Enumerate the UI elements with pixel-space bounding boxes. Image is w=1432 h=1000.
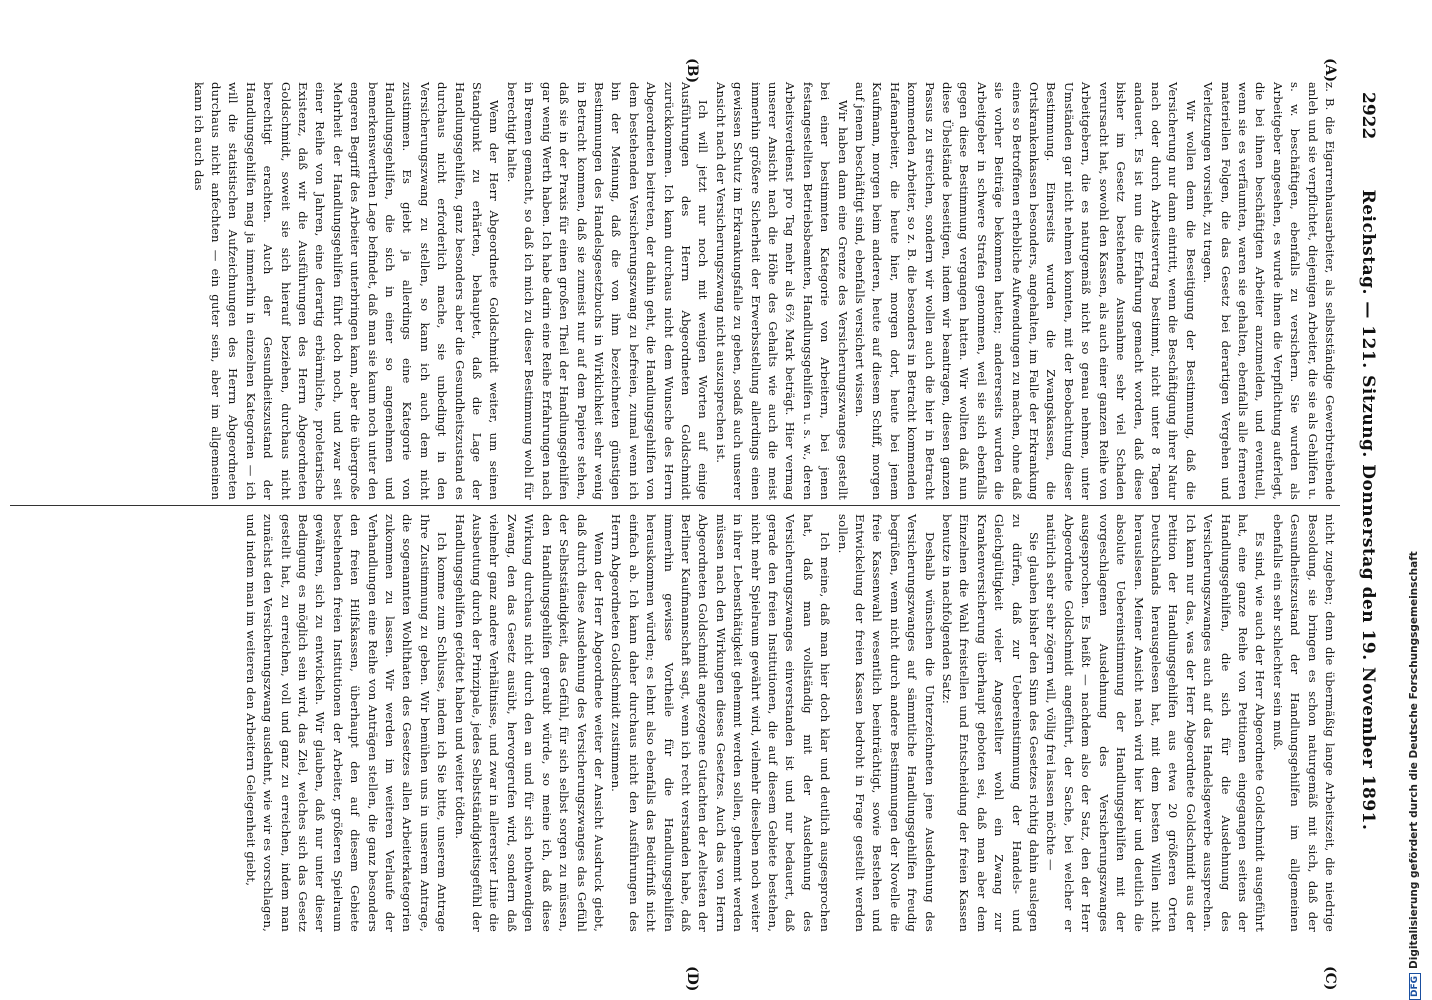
margin-mark-a: (A) <box>1322 58 1338 83</box>
block-quote: Sie glauben bisher den Sinn des Gesetzes richtig dahin auslegen zu dürfen, daß zur Uebereinstimmung der Handels- und Gleichgültigkeit vieler Angestellter wohl ein Zwang zur Krankenversicherung überhaupt geboten sei, daß man aber dem Einzelnen die Wahl freistellen und Entscheidung der freien Kassen benutze in nachfolgenden Satz: <box>940 514 1042 932</box>
paragraph: Ich meine, daß man hier doch klar und deutlich ausgesprochen hat, daß man vollständig mit der Ausdehnung des Versicherungszwanges einverstanden ist und nur bedauert, daß gerade den freien Institutionen, die auf diesem Gebiete bestehen, nicht mehr Spielraum gewährt wird, vielmehr dieselben noch weiter in ihrer Lebensthätigkeit gehemmt werden sollen, gehemmt werden müssen nach den Wirkungen dieses Gesetzes. Auch das von Herrn Abgeordneten Goldschmidt angezogene Gutachten der Aeltesten der Berliner Kaufmannschaft sagt, wenn ich recht verstanden habe, daß immerhin gewisse Vortheile für die Handlungsgehilfen herauskommen würden; es lehnt also ebenfalls das Bedürfniß nicht einfach ab. Ich kann daher durchaus nicht den Ausführungen des Herrn Abgeordneten Goldschmidt zustimmen. <box>609 514 833 932</box>
block-quote: Deshalb wünschen die Unterzeichneten jene Ausdehnung des Versicherungszwanges auf sämmtliche Handlungsgehilfen freudig begrüßen, wenn nicht durch andere Bestimmungen der Novelle die freie Kassenwahl wesentlich beeinträchtigt, sowie Bestehen und Entwickelung der freien Kassen bedroht in Frage gestellt werden sollen. <box>835 514 937 932</box>
paragraph: nicht zugeben; denn die übermäßig lange Arbeitszeit, die niedrige Besoldung, sie bringen es schon naturgemäß mit sich, daß der Gesundheitszustand der Handlungsgehilfen im allgemeinen ebenfalls ein sehr schlechter sein muß. <box>1270 514 1337 932</box>
running-title: Reichstag. — 121. Sitzung. Donnerstag den 19. November 1891. <box>1358 189 1378 831</box>
margin-mark-d: (D) <box>684 966 700 992</box>
margin-mark-b: (B) <box>684 58 700 84</box>
paragraph: Es sind, wie auch der Herr Abgeordnete Goldschmidt ausgeführt hat, eine ganze Reihe von Petitionen eingegangen seitens der Handlungsgehilfen, die sich für die Ausdehnung des Versicherungszwanges auch auf das Handelsgewerbe aussprechen. Ich kann nur das, was der Herr Abgeordnete Goldschmidt aus der Petition der Handlungsgehilfen aus etwa 20 größeren Orten Deutschlands herausgelesen hat, mit dem besten Willen nicht herauslesen. Meiner Ansicht nach wird hier klar und deutlich die absolute Uebereinstimmung der Handlungsgehilfen mit der vorgeschlagenen Ausdehnung des Versicherungszwanges ausgesprochen. Es heißt — nachdem also der Satz, den der Herr Abgeordnete Goldschmidt angeführt, der Sache, bei welcher er natürlich sehr sehr zögern will, völlig frei lassen möchte — <box>1044 514 1268 932</box>
column-divider <box>10 505 1340 506</box>
credit-text: Digitalisierung gefördert durch die Deutsche Forschungsgemeinschaft <box>1408 551 1420 969</box>
paragraph: Wenn der Herr Abgeordnete Goldschmidt weiter, um seinen Standpunkt zu erhärten, behauptet, daß die Lage der Handlungsgehilfen, ganz besonders aber die Gesundheitszustand es durchaus nicht erforderlich mache, sie unbedingt in den Versicherungszwang zu stellen, so kann ich auch dem nicht zustimmen. Es giebt ja allerdings eine Kategorie von Handlungsgehilfen, die sich in einer so angenehmen und bemerkenswerthen Lage befindet, daß man sie kaum noch unter den engeren Begriff des Arbeiter unterbringen kann, aber die übergroße Mehrheit der Handlungsgehilfen führt doch noch, und zwar seit einer Reihe von Jahren, eine derartig erbärmliche, proletarische Existenz, daß wir die Ausführungen des Herrn Abgeordneten Goldschmidt, soweit sie sich hierauf beziehen, durchaus nicht berechtigt erachten. Auch der Gesundheitszustand der Handlungsgehilfen mag ja immerhin in einzelnen Kategorien — ich will die statistischen Aufzeichnungen des Herrn Abgeordneten durchaus nicht anfechten — ein guter sein, aber im allgemeinen kann ich auch das <box>191 82 502 500</box>
digitization-credit <box>1408 0 1428 1000</box>
paragraph: Ich will jetzt nur noch mit wenigen Worten auf einige Ausführungen des Herrn Abgeordneten Goldschmidt zurückkommen. Ich kann durchaus nicht dem Wunsche des Herrn Abgeordneten beitreten, der dahin geht, die Handlungsgehilfen von dem bestehenden Versicherungszwang zu befreien, zumal wenn ich bin der Meinung, daß die von ihm bezeichneten günstigen Bestimmungen des Handelsgesetzbuchs in Wirklichkeit sehr wenig in Betracht kommen, daß sie zumeist nur auf dem Papiere stehen, daß sie in der Praxis für einen großen Theil der Handlungsgehilfen gar wenig Werth haben. Ich habe darin eine Reihe Erfahrungen nach in Bremen gemacht, so daß ich mich zu dieser Bestimmung wohl für berechtigt halte. <box>504 82 711 500</box>
dfg-logo-icon: DFG <box>1409 973 1421 1000</box>
text-column-right <box>241 514 1338 932</box>
paragraph: Wir haben dann eine Grenze des Versicherungszwanges gestellt bei einer bestimmten Kategorie von Arbeitern, bei jenen festangestellten Betriebsbeamten, Handlungsgehilfen u. s. w., deren Arbeitsverdienst pro Tag mehr als 6⅔ Mark beträgt. Hier vermag unserer Ansicht nach die Höhe des Gehalts wie auch die meist immerhin größere Sicherheit der Erwerbsstellung allerdings einen gewissen Schutz im Erkrankungsfalle zu geben, sodaß auch unserer Ansicht nach der Versicherungszwang nicht auszusprechen ist. <box>713 82 850 500</box>
paragraph: Ich komme zum Schlusse, indem ich Sie bitte, unserem Antrage Ihre Zustimmung zu geben. Wir bemühen uns in unserem Antrage, die sogenannten Wohlthaten des Gesetzes allen Arbeiterkategorien zukommen zu lassen. Wir werden im weiteren Verlaufe der Verhandlungen eine Reihe von Anträgen stellen, die ganz besonders den freien Hilfskassen, überhaupt den auf diesem Gebiete bestehenden freien Institutionen der Arbeiter, größeren Spielraum gewähren, sich zu entwickeln. Wir glauben, daß nur unter dieser Bedingung es möglich sein wird, das Ziel, welches sich das Gesetz gestellt hat, zu erreichen, voll und ganz zu erreichen, indem man zunächst den Versicherungszwang ausdehnt, wie wir es vorschlagen, und indem man im weiteren den Arbeitern Gelegenheit giebt, <box>243 514 450 932</box>
paragraph: Wenn der Herr Abgeordnete weiter der Ansicht Ausdruck giebt, daß durch diese Ausdehnung des Versicherungszwanges das Gefühl der Selbstständigkeit, das Gefühl, für sich selbst sorgen zu müssen, den Handlungsgehilfen geraubt würde, so meine ich, daß diese Wirkung durchaus nicht durch den an und für sich nothwendigen Zwang, den das Gesetz ausübt, hervorgerufen wird, sondern daß vielmehr ganz andere Verhältnisse, und zwar in allererster Linie die Ausbeutung durch der Prinzipale, jedes Selbstständigkeitsgefühl der Handlungsgehilfen getödtet haben und weiter tödten. <box>452 514 606 932</box>
page-number: 2922 <box>1358 92 1378 140</box>
paragraph: Wir wollen denn die Beseitigung der Bestimmung, daß die Versicherung nur dann eintritt, wenn die Beschäftigung ihrer Natur nach oder durch Arbeitsvertrag bestimmt, nicht unter 8 Tagen andauert. Es ist nun die Erfahrung gemacht worden, daß diese bisher im Gesetz bestehende Ausnahme sehr viel Schaden verursacht hat, sowohl den Kassen, als auch einer ganzen Reihe von Arbeitgebern, die es naturgemäß nicht so genau nehmen, unter Umständen gar nicht nehmen konnten, mit der Beobachtung dieser Bestimmung. Einerseits wurden die Zwangskassen, die Ortskrankenkassen besonders, angehalten, im Falle der Erkrankung eines so Betroffenen erhebliche Aufwendungen zu machen, ohne daß sie vorher Beiträge bekommen hatten; andererseits wurden die Arbeitgeber in schwere Strafen genommen, weil sie sich ebenfalls gegen diese Bestimmung vergangen hatten. Wir wollten daß nun diese Übelstände beseitigen, indem wir beantragen, diesen ganzen Passus zu streichen, sondern wir wollen auch die hier in Betracht kommenden Arbeiter, so z. B. die besonders in Betracht kommenden Hafenarbeiter, die heute hier, morgen dort, heute bei jenem Kaufmann, morgen beim anderen, heute auf diesem Schiff, morgen auf jenem beschäftigt sind, ebenfalls versichert wissen. <box>853 82 1198 500</box>
text-column-left <box>189 82 1338 500</box>
page-header <box>1352 40 1378 980</box>
margin-mark-c: (C) <box>1322 966 1338 991</box>
paragraph: z. B. die Eigarrenhausarbeiter, als selbstständige Gewerbtreibende anleh und sie verpflichtet, diejenigen Arbeiter, die sie als Gehilfen u. s. w. beschäftigen, ebenfalls zu versichern. Sie wurden als Arbeitgeber angesehen, es wurde ihnen die Verpflichtung auferlegt, die bei ihnen beschäftigten Arbeiter anzumelden, und eventuell, wenn sie es verfäumten, waren sie gehalten, ebenfalls alle ferneren materiellen Folgen, die das Gesetz bei derartigen Vergehen und Verletzungen vorsieht, zu tragen. <box>1201 82 1337 500</box>
